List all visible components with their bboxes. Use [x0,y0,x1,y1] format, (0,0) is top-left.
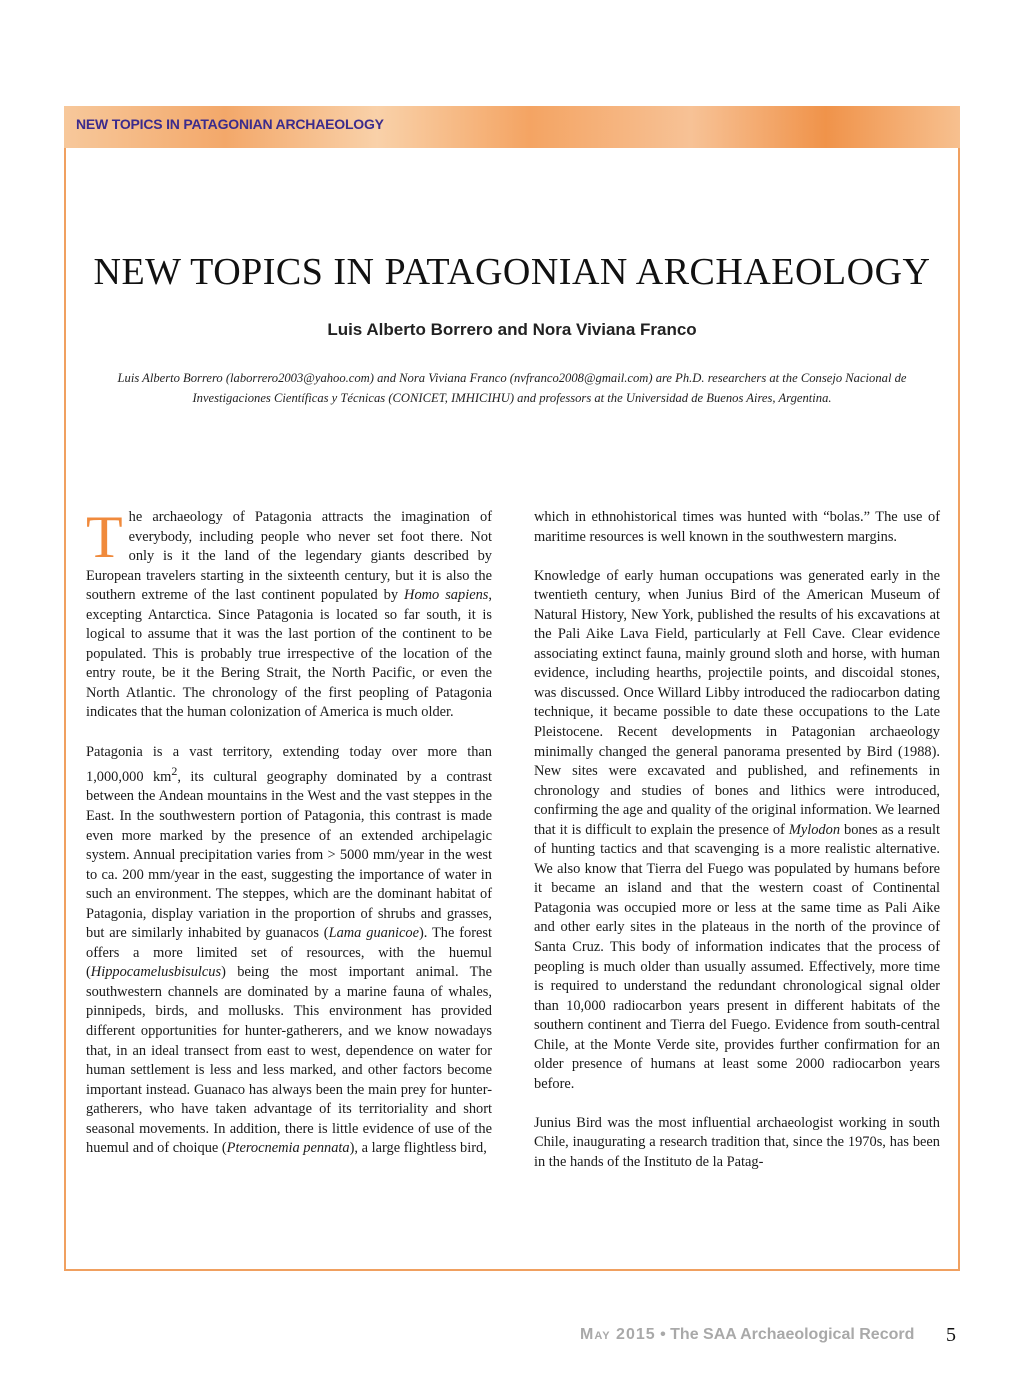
italic-term: Hippocamelusbisulcus [90,964,222,981]
footer-bullet: • [660,1326,666,1343]
page-number: 5 [946,1324,956,1346]
page-footer [580,1326,914,1344]
author-bio: Luis Alberto Borrero (laborrero2003@yahoo.com) and Nora Viviana Franco (nvfranco2008@gmail.com) are Ph.D. researchers at the Consejo Nacional de Investigaciones Científicas y Técnicas (CONICET, IMHICIHU) and professors at the Universidad de Buenos Aires, Argentina. [117,371,907,405]
section-label: NEW TOPICS IN PATAGONIAN ARCHAEOLOGY [76,116,384,132]
paragraph-1 [86,504,492,723]
footer-date: May 2015 [580,1326,656,1343]
paragraph-4 [534,567,940,1095]
italic-term: Homo sapiens [404,587,489,604]
paragraph-2 [86,743,492,1159]
section-banner [64,106,960,148]
footer-publication: The SAA Archaeological Record [670,1326,915,1343]
text-run: he archaeology of Patagonia attracts the imagination of everybody, including people who never set foot there. Not only is it the land of the legendary giants described by European travelers starting in the sixteenth century, but it is also the southern extreme of the last continent populated by [86,509,492,604]
paragraph-5: Junius Bird was the most influential archaeologist working in south Chile, inaugurating a research tradition that, since the 1970s, has been in the hands of the Instituto de la Patag- [534,1114,940,1170]
text-run: Patagonia is a vast territory, extending today over more than 1,000,000 km [86,743,492,785]
body-column-left [86,504,492,1178]
text-run: Knowledge of early human occupations was generated early in the twentieth century, when Junius Bird of the American Museum of Natural History, New York, published the results of his excavations at the Pali Aike Lava Field, particularly at Fell Cave. Clear evidence associating extinct fauna, mainly ground sloth and horse, with human evidence, including hearths, projectile points, and discoidal stones, was discussed. Once Willard Libby introduced the radiocarbon dating technique, it became possible to date these occupations to the Late Pleistocene. Recent developments in Patagonian archaeology minimally changed the general panorama presented by Bird (1988). New sites were excavated and published, and refinements in chronology and studies of bones and lithics were introduced, confirming the age and quality of the original information. We learned that it is difficult to explain the presence of [534,567,940,838]
text-run: bones as a result of hunting tactics and that scavenging is a more realistic alternative. We also know that Tierra del Fuego was populated by humans before it became an island and that the western coast of Continental Patagonia was occupied more or less at the same time as Pali Aike and other early sites in the plateaus in the north of the province of Santa Cruz. This body of information indicates that the process of peopling is much older than usually assumed. Effectively, more time is required to understand the redundant chronological signal older than 10,000 radiocarbon years present in different habitats of the southern continent and Tierra del Fuego. Evidence from south-central Chile, at the Monte Verde site, provides further confirmation for an older presence of humans at least some 2000 radiocarbon years before. [534,821,940,1092]
superscript: 2 [171,764,178,779]
text-run: ) being the most important animal. The southwestern channels are dominated by a marine fauna of whales, pinnipeds, birds, and mollusks. This environment has provided different opportunities for hunter-gatherers, and we know nowadays that, in an ideal transect from east to west, dependence on water for human settlement is less and less marked, and other factors become important instead. Guanaco has always been the main prey for hunter-gatherers, who have taken advantage of its territoriality and short seasonal movements. In addition, there is little evidence of use of the huemul and of choique ( [86,964,492,1157]
italic-term: Pterocnemia pennata [226,1140,350,1157]
text-run: ). The forest offers a more limited set of resources, with the huemul ( [86,925,492,981]
italic-term: Mylodon [788,821,841,838]
text-run: , its cultural geography dominated by a contrast between the Andean mountains in the West and the vast steppes in the East. In the southwestern portion of Patagonia, this contrast is made even more marked by the presence of an extended archipelagic system. Annual precipitation varies from > 5000 mm/year in the west to ca. 200 mm/year in the east, suggesting the importance of water in such an environment. The steppes, which are the dominant habitat of Patagonia, display variation in the proportion of shrubs and grasses, but are similarly inhabited by guanacos ( [86,768,492,942]
text-run: ), a large flightless bird, [349,1140,487,1157]
article-title: NEW TOPICS IN PATAGONIAN ARCHAEOLOGY [93,251,931,293]
drop-cap: T [86,504,123,570]
article-authors: Luis Alberto Borrero and Nora Viviana Franco [327,320,697,339]
body-column-right [534,508,940,1192]
paragraph-3: which in ethnohistorical times was hunted with “bolas.” The use of maritime resources is well known in the southwestern margins. [534,509,940,545]
italic-term: Lama guanicoe [328,925,419,942]
text-run: , excepting Antarctica. Since Patagonia is located so far south, it is logical to assume that it was the last portion of the continent to be populated. This is probably true irrespective of the location of the entry route, be it the Bering Strait, the North Pacific, or even the North Atlantic. The chronology of the first peopling of Patagonia indicates that the human colonization of America is much older. [86,587,492,721]
